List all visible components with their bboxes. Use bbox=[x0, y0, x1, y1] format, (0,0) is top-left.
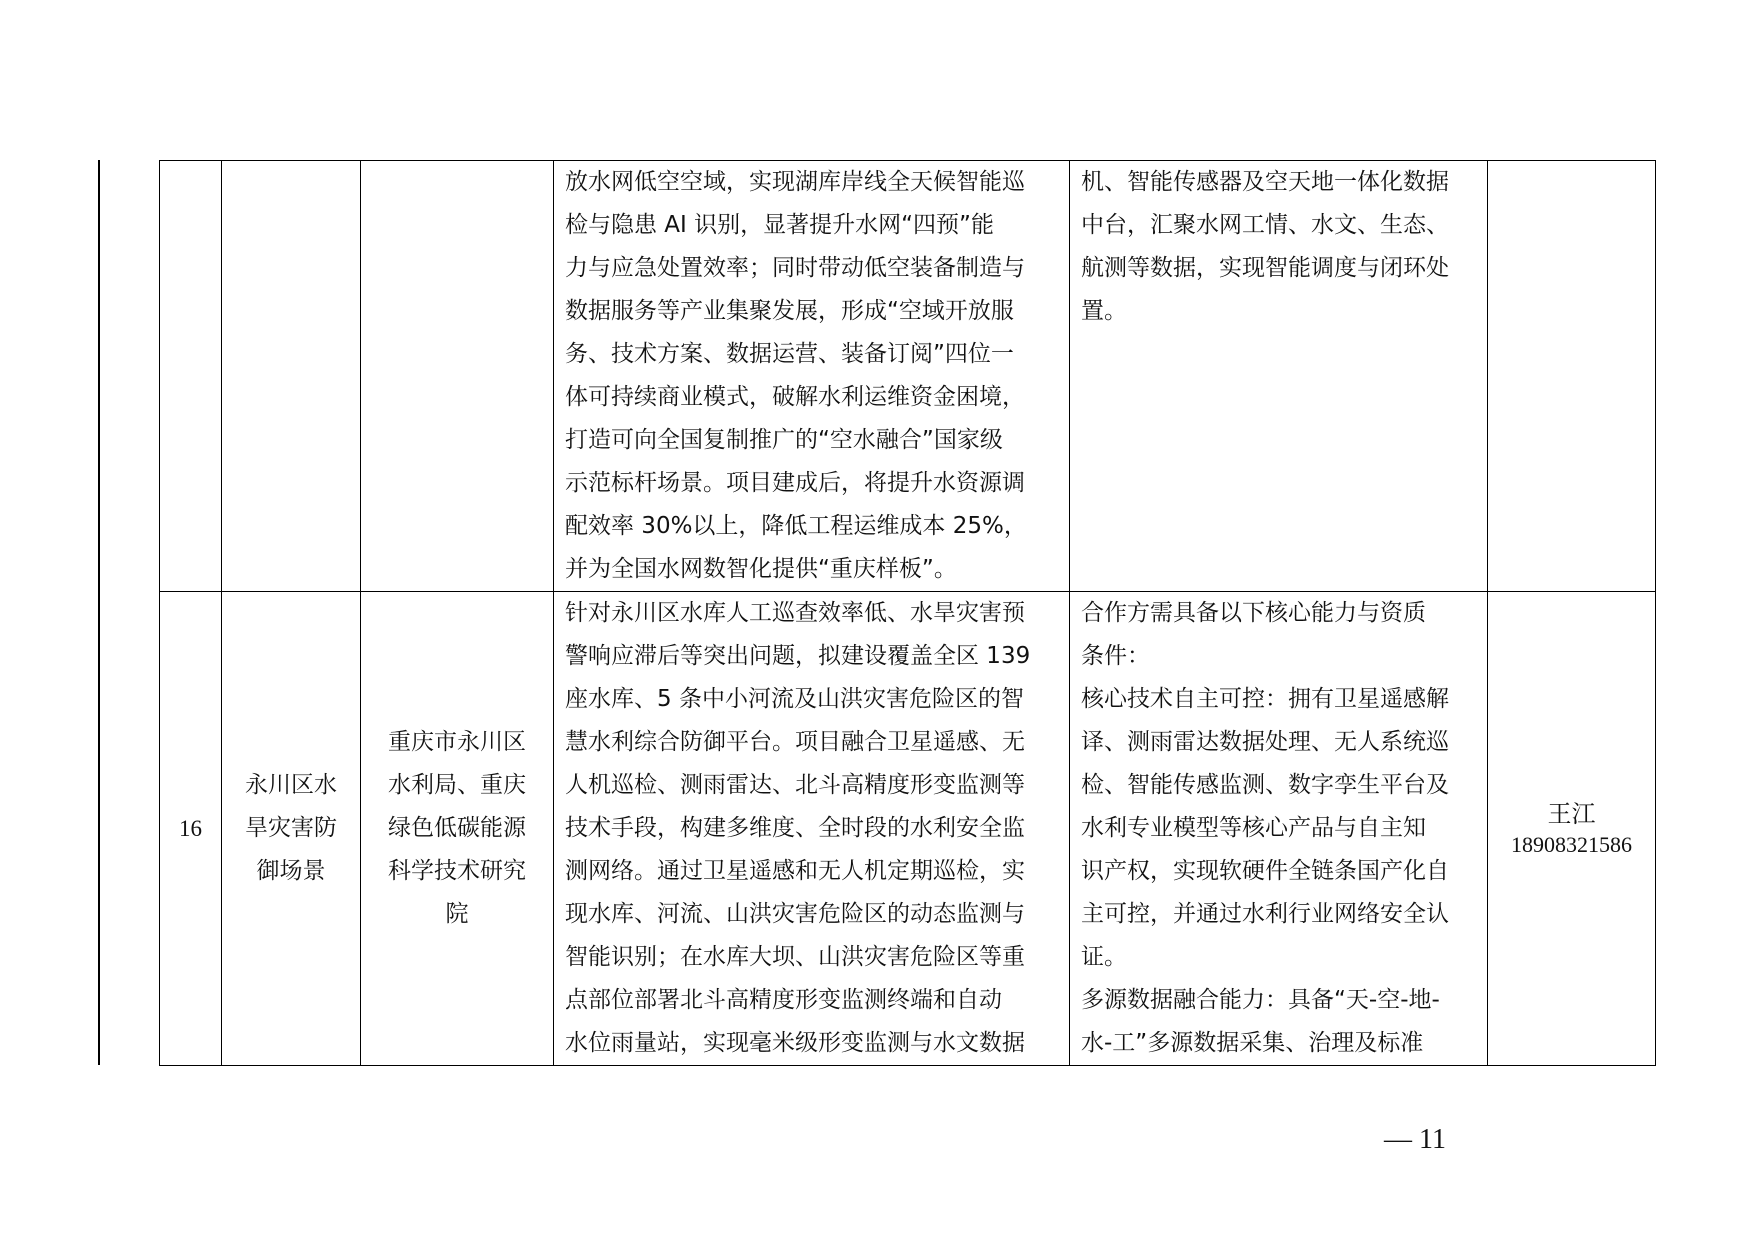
page-number: — 11 bbox=[1384, 1124, 1446, 1155]
description-line: 并为全国水网数智化提供“重庆样板”。 bbox=[565, 556, 957, 582]
description-line: 点部位部署北斗高精度形变监测终端和自动 bbox=[565, 987, 1002, 1013]
requirements-line: 条件： bbox=[1081, 643, 1150, 669]
contact-name: 王江 bbox=[1547, 799, 1596, 828]
description-line: 务、技术方案、数据运营、装备订阅”四位一 bbox=[565, 341, 1014, 367]
requirements-line: 译、测雨雷达数据处理、无人系统巡 bbox=[1081, 729, 1449, 755]
row-number: 16 bbox=[179, 815, 202, 841]
description-line: 人机巡检、测雨雷达、北斗高精度形变监测等 bbox=[565, 772, 1025, 798]
requirements-line: 多源数据融合能力：具备“天-空-地- bbox=[1081, 987, 1440, 1013]
requirements-line: 核心技术自主可控：拥有卫星遥感解 bbox=[1081, 686, 1449, 712]
description-line: 体可持续商业模式，破解水利运维资金困境， bbox=[565, 384, 1025, 410]
requirements-line: 识产权，实现软硬件全链条国产化自 bbox=[1081, 858, 1449, 884]
description-line: 检与隐患 AI 识别，显著提升水网“四预”能 bbox=[565, 212, 994, 238]
requirements-line: 水利专业模型等核心产品与自主知 bbox=[1081, 815, 1426, 841]
cell-contact bbox=[1488, 161, 1656, 592]
organization-name bbox=[361, 161, 553, 591]
cell-scenario bbox=[222, 161, 361, 592]
cell-requirements bbox=[1070, 161, 1488, 592]
contact-block bbox=[1488, 161, 1655, 591]
description-text bbox=[554, 161, 1069, 591]
description-line: 慧水利综合防御平台。项目融合卫星遥感、无 bbox=[565, 729, 1025, 755]
cell-no bbox=[160, 161, 222, 592]
description-line: 放水网低空空域，实现湖库岸线全天候智能巡 bbox=[565, 169, 1025, 195]
description-line: 测网络。通过卫星遥感和无人机定期巡检，实 bbox=[565, 858, 1025, 884]
description-line: 技术手段，构建多维度、全时段的水利安全监 bbox=[565, 815, 1025, 841]
description-line: 水位雨量站，实现毫米级形变监测与水文数据 bbox=[565, 1030, 1025, 1056]
description-line: 智能识别；在水库大坝、山洪灾害危险区等重 bbox=[565, 944, 1025, 970]
cell-scenario bbox=[222, 592, 361, 1066]
requirements-text bbox=[1070, 161, 1487, 333]
description-line: 打造可向全国复制推广的“空水融合”国家级 bbox=[565, 427, 1003, 453]
project-table bbox=[159, 160, 1656, 1066]
requirements-line: 置。 bbox=[1081, 298, 1127, 324]
cell-contact bbox=[1488, 592, 1656, 1066]
description-line: 现水库、河流、山洪灾害危险区的动态监测与 bbox=[565, 901, 1025, 927]
description-line: 示范标杆场景。项目建成后，将提升水资源调 bbox=[565, 470, 1025, 496]
description-text bbox=[554, 592, 1069, 1065]
scenario-name bbox=[222, 161, 360, 591]
description-line: 座水库、5 条中小河流及山洪灾害危险区的智 bbox=[565, 686, 1024, 712]
requirements-line: 检、智能传感监测、数字孪生平台及 bbox=[1081, 772, 1449, 798]
contact-block bbox=[1488, 592, 1655, 1065]
cell-description bbox=[554, 161, 1070, 592]
description-line: 力与应急处置效率；同时带动低空装备制造与 bbox=[565, 255, 1025, 281]
organization-name: 重庆市永川区水利局、重庆绿色低碳能源科学技术研究院 bbox=[388, 729, 526, 927]
cell-no bbox=[160, 592, 222, 1066]
table-row bbox=[160, 161, 1656, 592]
binding-line bbox=[98, 160, 100, 1065]
description-line: 配效率 30%以上，降低工程运维成本 25%， bbox=[565, 513, 1027, 539]
requirements-line: 证。 bbox=[1081, 944, 1127, 970]
cell-org bbox=[361, 592, 554, 1066]
cell-requirements bbox=[1070, 592, 1488, 1066]
cell-org bbox=[361, 161, 554, 592]
requirements-line: 机、智能传感器及空天地一体化数据 bbox=[1081, 169, 1449, 195]
requirements-text bbox=[1070, 592, 1487, 1065]
scenario-name: 永川区水旱灾害防御场景 bbox=[245, 772, 337, 884]
description-line: 针对永川区水库人工巡查效率低、水旱灾害预 bbox=[565, 600, 1025, 626]
description-line: 警响应滞后等突出问题，拟建设覆盖全区 139 bbox=[565, 643, 1031, 669]
description-line: 数据服务等产业集聚发展，形成“空域开放服 bbox=[565, 298, 1014, 324]
contact-phone: 18908321586 bbox=[1511, 831, 1632, 857]
table-row bbox=[160, 592, 1656, 1066]
requirements-line: 合作方需具备以下核心能力与资质 bbox=[1081, 600, 1426, 626]
requirements-line: 主可控，并通过水利行业网络安全认 bbox=[1081, 901, 1449, 927]
row-number bbox=[160, 161, 221, 591]
cell-description bbox=[554, 592, 1070, 1066]
requirements-line: 中台，汇聚水网工情、水文、生态、 bbox=[1081, 212, 1449, 238]
requirements-line: 航测等数据，实现智能调度与闭环处 bbox=[1081, 255, 1449, 281]
requirements-line: 水-工”多源数据采集、治理及标准 bbox=[1081, 1030, 1424, 1056]
